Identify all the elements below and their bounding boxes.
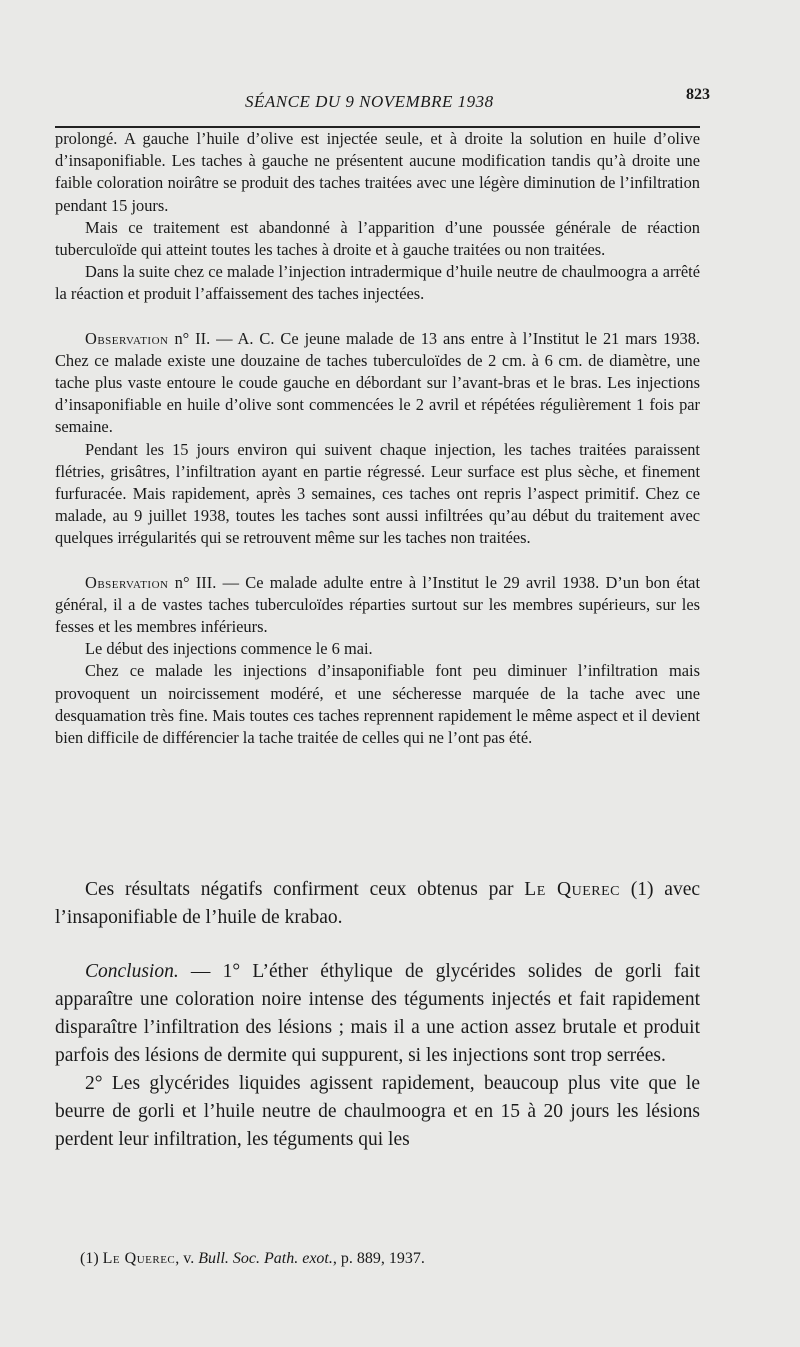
observation-3 [55, 572, 700, 639]
paragraph-3: Dans la suite chez ce malade l’injection intradermique d’huile neutre de chaulmoogra a arrêté la réaction et produit l’affaissement des taches injectées. [55, 262, 700, 304]
observation-2-text: n° II. — A. C. Ce jeune malade de 13 ans entre à l’Institut le 21 mars 1938. Chez ce malade existe une douzaine de taches tuberculoïdes de 2 cm. à 6 cm. de diamètre, une tache plus vaste entoure le coude gauche en débordant sur l’avant-bras et le bras. Les injections d’insaponifiable en huile d’olive sont commencées le 2 avril et répétées régulièrement 1 fois par semaine. [55, 328, 700, 437]
footnote [80, 1250, 700, 1268]
spacer [55, 306, 700, 328]
footnote-author: Le Querec [102, 1250, 176, 1267]
observation-2-label: Observation [85, 328, 169, 348]
paragraph-9 [55, 876, 700, 932]
page-header [55, 86, 710, 116]
paragraph-2: Mais ce traitement est abandonné à l’apparition d’une poussée générale de réaction tuberculoïde qui atteint toutes les taches à droite et à gauche traitées ou non traitées. [55, 217, 700, 260]
paragraph-5: Pendant les 15 jours environ qui suivent chaque injection, les taches traitées paraissent flétries, grisâtres, l’infiltration ayant en partie régressé. Leur surface est plus sèche, et finement furfuracée. Mais rapidement, après 3 semaines, ces taches ont repris l’aspect primitif. Chez ce malade, au 9 juillet 1938, toutes les taches sont aussi infiltrées qu’au début du traitement avec quelques irrégularités qui se retrouvent même sur les taches non traitées. [55, 439, 700, 548]
observation-2 [55, 328, 700, 439]
paragraph-11: 2° Les glycérides liquides agissent rapidement, beaucoup plus vite que le beurre de gorli et l’huile neutre de chaulmoogra et en 15 à 20 jours les lésions perdent leur infiltration, les téguments qui les [55, 1073, 700, 1150]
spacer [55, 550, 700, 572]
running-title: SÉANCE DU 9 NOVEMBRE 1938 [245, 92, 494, 111]
conclusion [55, 958, 700, 1070]
footnote-number: (1) [80, 1250, 103, 1267]
paragraph-9-start: Ces résultats négatifs confirment ceux obtenus par [85, 879, 525, 900]
observation-3-text: n° III. — Ce malade adulte entre à l’Institut le 29 avril 1938. D’un bon état général, il a de vastes taches tuberculoïdes réparties surtout sur les membres supérieurs, sur les fesses et les membres inférieurs. [55, 572, 700, 637]
paragraph-9-author: Le Querec [524, 879, 621, 900]
footnote-journal: Bull. Soc. Path. exot. [198, 1250, 333, 1267]
paragraph-9-end: (1) avec l’insaponifiable de l’huile de krabao. [55, 879, 701, 928]
conclusion-label: Conclusion. [85, 961, 179, 982]
observation-3-label: Observation [85, 572, 169, 592]
conclusion-text: — 1° L’éther éthylique de glycérides solides de gorli fait apparaître une coloration noire intense des téguments injectés et fait rapidement disparaître l’infiltration des lésions ; mais il a une action assez brutale et produit parfois des lésions de dermite qui suppurent, si les injections sont trop serrées. [55, 961, 700, 1066]
page-number: 823 [686, 86, 710, 103]
paragraph-7: Le début des injections commence le 6 mai. [85, 639, 373, 659]
footnote-rest: , p. 889, 1937. [332, 1250, 425, 1267]
paragraph-8: Chez ce malade les injections d’insaponifiable font peu diminuer l’infiltration mais provoquent un noircissement modéré, et une sécheresse marquée de la tache avec une desquamation très fine. Mais toutes ces taches reprennent rapidement le même aspect et il devient bien difficile de différencier la tache traitée de celles qui ne l’ont pas été. [55, 661, 700, 748]
spacer [55, 932, 700, 958]
paragraph-1: prolongé. A gauche l’huile d’olive est injectée seule, et à droite la solution en huile d’olive d’insaponifiable. Les taches à gauche ne présentent aucune modification tandis qu’à droite une faible coloration noirâtre se produit des taches traitées avec une légère diminution de l’infiltration pendant 15 jours. [55, 129, 700, 215]
footnote-separator: , v. [175, 1250, 199, 1267]
body-text-small [55, 128, 700, 749]
body-text-large [55, 876, 700, 1154]
